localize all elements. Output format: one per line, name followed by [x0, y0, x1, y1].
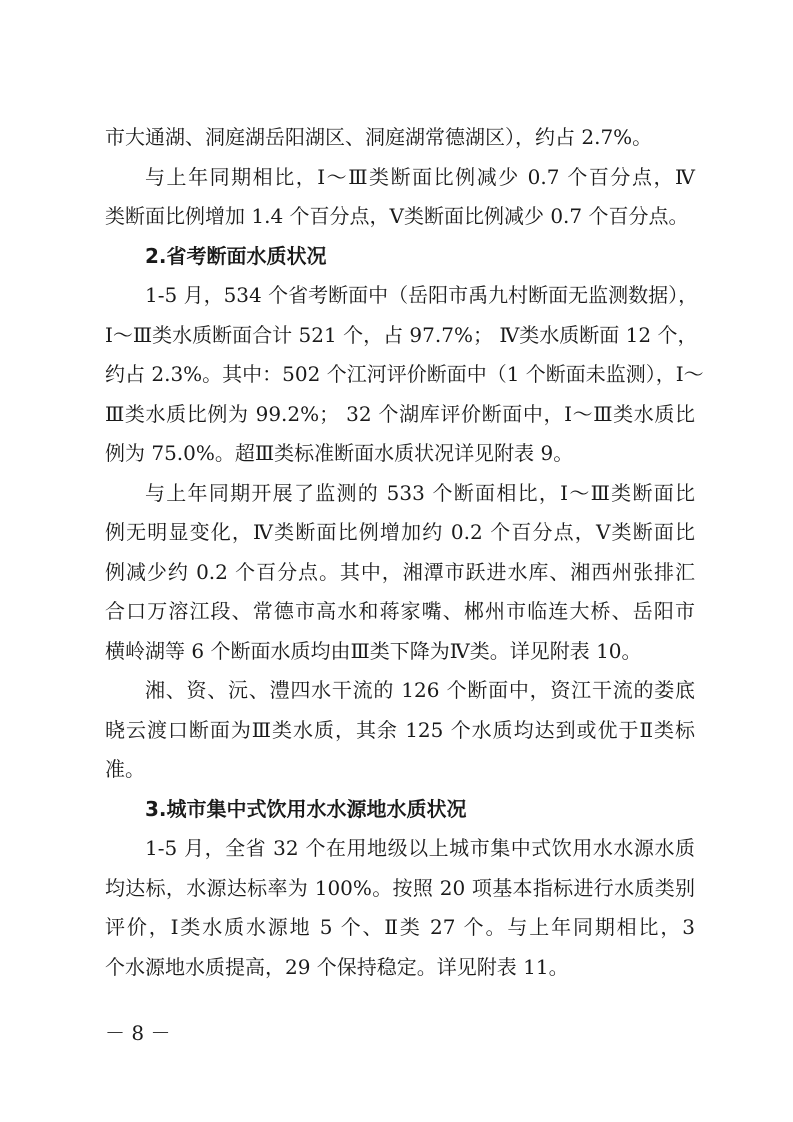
text-line: 晓云渡口断面为Ⅲ类水质，其余 125 个水质均达到或优于Ⅱ类标	[105, 717, 695, 742]
paragraph-drinking-water-sources	[105, 829, 695, 987]
text-line: 湘、资、沅、澧四水干流的 126 个断面中，资江干流的娄底	[145, 678, 695, 702]
text-line: 约占 2.3%。其中：502 个江河评价断面中（1 个断面未监测），Ⅰ～	[105, 362, 704, 386]
paragraph-provincial-sections-comparison	[105, 474, 695, 672]
text-line: 与上年同期开展了监测的 533 个断面相比，Ⅰ～Ⅲ类断面比	[145, 480, 695, 505]
section-heading-provincial-sections: 2.省考断面水质状况	[145, 243, 327, 268]
text-line: 市大通湖、洞庭湖岳阳湖区、洞庭湖常德湖区），约占 2.7%。	[105, 125, 653, 149]
paragraph-intro-end	[105, 118, 695, 158]
text-line: 均达标，水源达标率为 100%。按照 20 项基本指标进行水质类别	[105, 875, 695, 900]
text-line: 横岭湖等 6 个断面水质均由Ⅲ类下降为Ⅳ类。详见附表 10。	[105, 638, 642, 663]
paragraph-provincial-sections-summary	[105, 276, 704, 474]
text-line: 类断面比例增加 1.4 个百分点，Ⅴ类断面比例减少 0.7 个百分点。	[105, 204, 689, 228]
text-line: 1-5 月，534 个省考断面中（岳阳市禹九村断面无监测数据），	[145, 283, 699, 307]
section-heading-drinking-water-sources: 3.城市集中式饮用水水源地水质状况	[145, 796, 467, 821]
text-line: 评价，Ⅰ类水质水源地 5 个、Ⅱ类 27 个。与上年同期相比，3	[105, 915, 695, 939]
text-line: 例为 75.0%。超Ⅲ类标准断面水质状况详见附表 9。	[105, 441, 574, 465]
paragraph-compare-previous-year	[105, 158, 695, 237]
text-line: 与上年同期相比，Ⅰ～Ⅲ类断面比例减少 0.7 个百分点，Ⅳ	[145, 164, 695, 189]
text-line: 1-5 月，全省 32 个在用地级以上城市集中式饮用水水源水质	[145, 836, 695, 860]
text-line: 合口万溶江段、常德市高水和蒋家嘴、郴州市临连大桥、岳阳市	[105, 599, 695, 623]
page-number: － 8 －	[105, 1021, 171, 1045]
text-line: 例无明显变化，Ⅳ类断面比例增加约 0.2 个百分点，Ⅴ类断面比	[105, 520, 695, 544]
paragraph-four-rivers-mainstream	[105, 671, 695, 790]
text-line: 准。	[105, 757, 145, 781]
document-body	[105, 118, 704, 987]
text-line: 例减少约 0.2 个百分点。其中，湘潭市跃进水库、湘西州张排汇	[105, 559, 695, 584]
text-line: 个水源地水质提高，29 个保持稳定。详见附表 11。	[105, 954, 569, 979]
text-line: Ⅲ类水质比例为 99.2%； 32 个湖库评价断面中，Ⅰ～Ⅲ类水质比	[105, 401, 695, 426]
text-line: Ⅰ～Ⅲ类水质断面合计 521 个，占 97.7%； Ⅳ类水质断面 12 个，	[105, 322, 698, 347]
